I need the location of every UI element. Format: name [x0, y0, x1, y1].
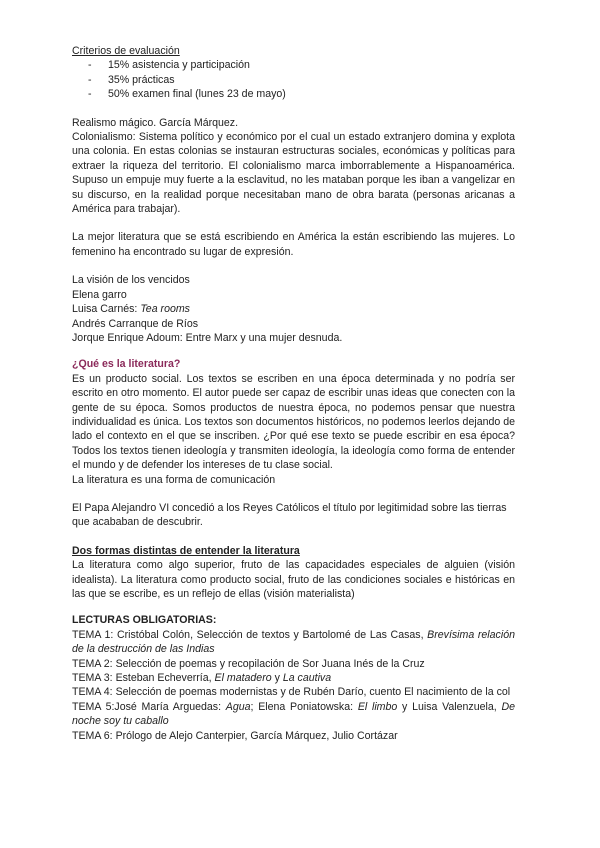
que-es-heading: ¿Qué es la literatura?	[72, 358, 181, 371]
tema-2: TEMA 2: Selección de poemas y recopilación de Sor Juana Inés de la Cruz	[72, 657, 425, 670]
document-page	[72, 44, 515, 743]
list-item: - 35% prácticas	[88, 73, 175, 86]
dash-bullet: -	[88, 59, 92, 72]
list-item: - 15% asistencia y participación	[88, 59, 250, 72]
dos-formas-heading: Dos formas distintas de entender la literatura	[72, 544, 300, 557]
tema-1: TEMA 1: Cristóbal Colón, Selección de textos y Bartolomé de Las Casas, Brevísima relación de la destrucción de las Indias	[72, 628, 515, 656]
tema-6: TEMA 6: Prólogo de Alejo Canterpier, García Márquez, Julio Cortázar	[72, 729, 398, 742]
criteria-list	[72, 58, 515, 101]
book-line: La visión de los vencidos	[72, 274, 190, 287]
colonialismo-paragraph: Colonialismo: Sistema político y económico por el cual un estado extranjero domina y explota una colonia. En estas colonias se instauran estructuras sociales, económicas y políticas para extraer la riqueza del territorio. El colonialismo marca imborrablemente a Hispanoamérica. Supuso un empuje muy fuerte a la esclavitud, no les mataban porque les iban a vangelizar en su discurso, en la realidad porque necesitaban mano de obra barata (personas aricanas a América para trabajar).	[72, 131, 515, 216]
papa-paragraph: El Papa Alejandro VI concedió a los Reyes Católicos el título por legitimidad sobre las tierras que acababan de descubrir.	[72, 501, 507, 529]
dos-formas-paragraph: La literatura como algo superior, fruto de las capacidades especiales de alguien (visión idealista). La literatura como producto social, fruto de las condiciones sociales e históricas en las que se escribe, es un reflejo de ellas (visión materialista)	[72, 559, 515, 600]
tema-4: TEMA 4: Selección de poemas modernistas y de Rubén Darío, cuento El nacimiento de la col	[72, 686, 511, 699]
mujeres-paragraph: La mejor literatura que se está escribiendo en América la están escribiendo las mujeres. Lo femenino ha encontrado su lugar de expresión.	[72, 231, 515, 258]
dash-bullet: -	[88, 73, 92, 86]
realismo-title: Realismo mágico. García Márquez.	[72, 116, 239, 129]
comunicacion-line: La literatura es una forma de comunicación	[72, 473, 276, 486]
criteria-heading: Criterios de evaluación	[72, 45, 180, 57]
book-line: Elena garro	[72, 288, 127, 301]
que-es-paragraph: Es un producto social. Los textos se escriben en una época determinada y no podría ser escrito en otro momento. El autor puede ser capaz de escribir unas ideas que conecten con la gente de su época. Somos productos de nuestra época, no podemos pensar que nuestra individualidad es única. Los textos son documentos históricos, no podemos leerlos dejando de lado el contexto en el que se inscriben. ¿Por qué ese texto se puede escribir en esa época? Todos los textos tienen ideología y transmiten ideología, la ideología como forma de entender el mundo y de defender los intereses de tu clase social.	[72, 372, 515, 472]
tema-5: TEMA 5:José María Arguedas: Agua; Elena Poniatowska: El limbo y Luisa Valenzuela, De noche soy tu caballo	[72, 700, 515, 728]
book-line: Luisa Carnés: Tea rooms	[72, 303, 190, 316]
lecturas-heading: LECTURAS OBLIGATORIAS:	[72, 614, 217, 627]
dash-bullet: -	[88, 88, 92, 101]
tema-3: TEMA 3: Esteban Echeverría, El matadero y La cautiva	[72, 672, 332, 685]
book-line: Jorque Enrique Adoum: Entre Marx y una mujer desnuda.	[72, 331, 343, 344]
book-line: Andrés Carranque de Ríos	[72, 317, 199, 330]
list-item: - 50% examen final (lunes 23 de mayo)	[88, 88, 286, 101]
